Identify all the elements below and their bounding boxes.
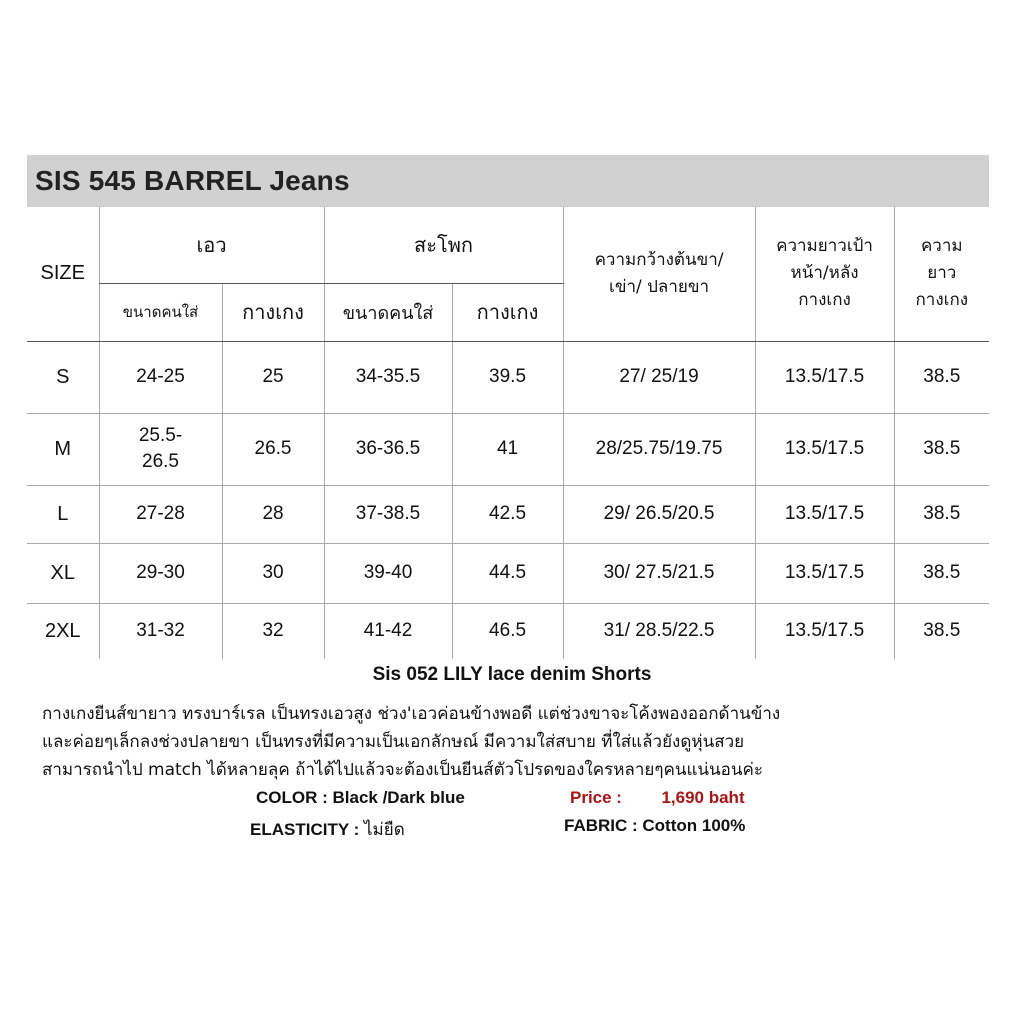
header-leg-width-label: ความกว้างต้นขา/ เข่า/ ปลายขา: [594, 249, 724, 297]
table-row: [27, 413, 989, 485]
leg-width-cell: 30/ 27.5/21.5: [563, 543, 755, 603]
subheader-hip-pants: กางเกง: [452, 283, 563, 341]
header-length-label: ความ ยาว กางเกง: [915, 236, 969, 311]
waist-pants-cell: 28: [222, 485, 324, 543]
size-cell: XL: [27, 543, 99, 603]
waist-body-value: 25.5-26.5: [138, 425, 183, 472]
product-subtitle: Sis 052 LILY lace denim Shorts: [372, 664, 652, 685]
rise-cell: 13.5/17.5: [755, 413, 894, 485]
header-length: [894, 207, 989, 341]
header-row: [27, 207, 989, 283]
waist-body-cell: 24-25: [99, 341, 222, 413]
elasticity-label: ELASTICITY :: [250, 820, 364, 839]
length-cell: 38.5: [894, 485, 989, 543]
header-waist: เอว: [99, 207, 324, 283]
waist-pants-cell: 26.5: [222, 413, 324, 485]
elasticity-spec: [250, 816, 405, 843]
waist-pants-cell: 32: [222, 603, 324, 659]
header-leg-width: [563, 207, 755, 341]
description-line: สามารถนำไป match ได้หลายลุค ถ้าได้ไปแล้วจะต้องเป็นยีนส์ตัวโปรดของใครหลายๆคนแน่นอนค่ะ: [42, 760, 764, 780]
hip-pants-cell: 41: [452, 413, 563, 485]
size-cell: S: [27, 341, 99, 413]
waist-body-cell: [99, 413, 222, 485]
table-row: [27, 485, 989, 543]
size-cell: 2XL: [44, 619, 81, 642]
description-line: และค่อยๆเล็กลงช่วงปลายขา เป็นทรงที่มีความเป็นเอกลักษณ์ มีความใส่สบาย ที่ใส่แล้วยังดูหุ่นสวย: [42, 732, 745, 752]
table-row: [27, 603, 989, 659]
fabric-label: FABRIC :: [564, 816, 643, 835]
size-chart-table: [27, 207, 989, 659]
color-spec: [256, 788, 465, 808]
subheader-waist-pants: กางเกง: [222, 283, 324, 341]
table-row: [27, 543, 989, 603]
waist-body-cell: 29-30: [99, 543, 222, 603]
price-label: Price :: [570, 788, 622, 807]
header-rise-label: ความยาวเป้า หน้า/หลัง กางเกง: [776, 236, 873, 311]
length-cell: 38.5: [894, 543, 989, 603]
hip-body-cell: 41-42: [324, 603, 452, 659]
hip-body-cell: 36-36.5: [324, 413, 452, 485]
hip-body-cell: 39-40: [324, 543, 452, 603]
hip-pants-cell: 46.5: [452, 603, 563, 659]
waist-pants-cell: 25: [222, 341, 324, 413]
leg-width-cell: 29/ 26.5/20.5: [563, 485, 755, 543]
leg-width-cell: 28/25.75/19.75: [563, 413, 755, 485]
waist-body-cell: 31-32: [99, 603, 222, 659]
price-spec: [570, 788, 745, 808]
hip-pants-cell: 44.5: [452, 543, 563, 603]
fabric-value: Cotton 100%: [642, 816, 746, 835]
leg-width-cell: 27/ 25/19: [563, 341, 755, 413]
length-cell: 38.5: [894, 413, 989, 485]
subheader-waist-body: ขนาดคนใส่: [99, 283, 222, 341]
waist-body-cell: 27-28: [99, 485, 222, 543]
rise-cell: 13.5/17.5: [755, 543, 894, 603]
description-line: กางเกงยีนส์ขายาว ทรงบาร์เรล เป็นทรงเอวสูง ช่วง'เอวค่อนข้างพอดี แต่ช่วงขาจะโค้งพองออกด้านข้าง: [42, 704, 781, 724]
waist-pants-cell: 30: [222, 543, 324, 603]
hip-body-cell: 37-38.5: [324, 485, 452, 543]
hip-pants-cell: 42.5: [452, 485, 563, 543]
color-label: COLOR :: [256, 788, 333, 807]
elasticity-value: ไม่ยืด: [363, 820, 405, 840]
product-description: [42, 700, 1002, 784]
table-row: [27, 341, 989, 413]
color-value: Black /Dark blue: [332, 788, 465, 807]
header-rise: [755, 207, 894, 341]
header-hip: สะโพก: [324, 207, 563, 283]
size-cell: L: [27, 485, 99, 543]
rise-cell: 13.5/17.5: [755, 603, 894, 659]
hip-body-cell: 34-35.5: [324, 341, 452, 413]
size-cell: M: [27, 413, 99, 485]
title-bar: [27, 155, 989, 207]
length-cell: 38.5: [894, 341, 989, 413]
subheader-hip-body: ขนาดคนใส่: [324, 283, 452, 341]
fabric-spec: [564, 816, 745, 836]
page-title: SIS 545 BARREL Jeans: [35, 165, 350, 196]
rise-cell: 13.5/17.5: [755, 485, 894, 543]
length-cell: 38.5: [894, 603, 989, 659]
price-value: 1,690 baht: [661, 788, 745, 807]
leg-width-cell: 31/ 28.5/22.5: [563, 603, 755, 659]
hip-pants-cell: 39.5: [452, 341, 563, 413]
rise-cell: 13.5/17.5: [755, 341, 894, 413]
header-size: SIZE: [27, 207, 99, 341]
